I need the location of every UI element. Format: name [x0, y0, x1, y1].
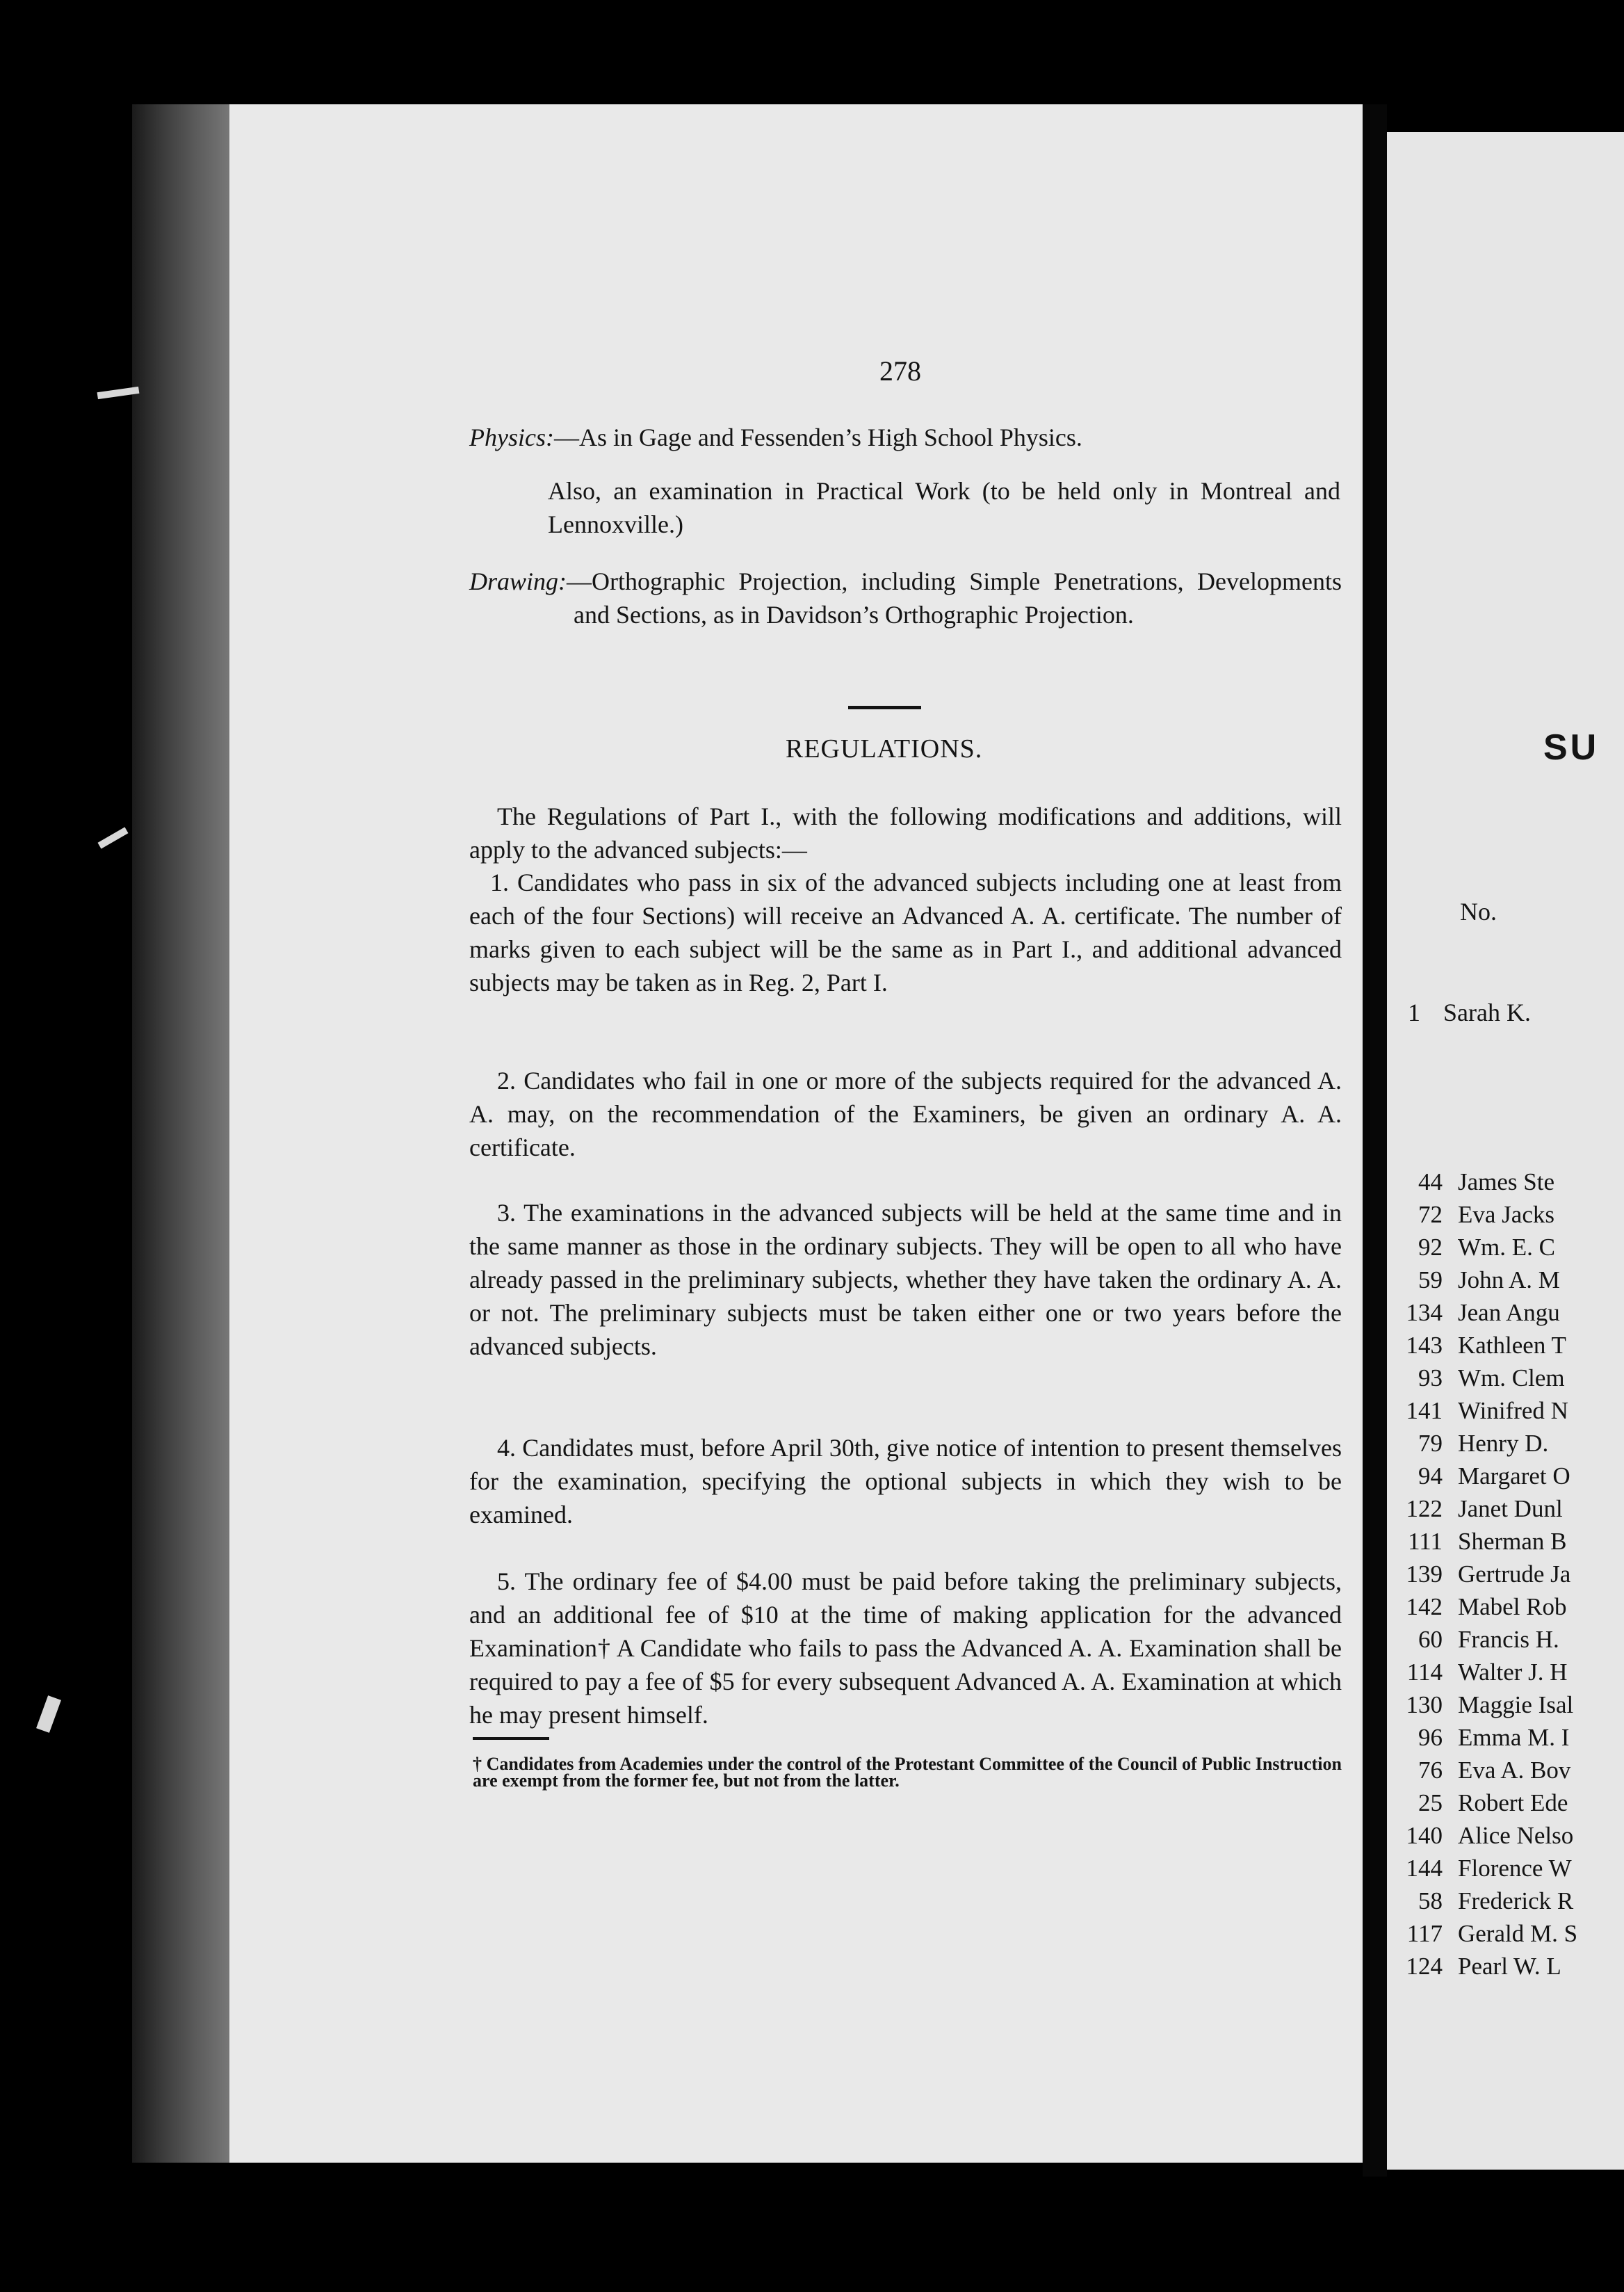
column-header-no: No. [1460, 898, 1497, 926]
list-item [1387, 1855, 1624, 1887]
regulation-5: 5. The ordinary fee of $4.00 must be paid before taking the preliminary subjects, and an additional fee of $10 at the time of making application for the advanced Examination† A Candidate who fails to pass the Advanced A. A. Examination shall be required to pay a fee of $5 for every subsequent Advanced A. A. Examination at which he may present himself. [469, 1567, 1342, 1729]
entry-name: Sarah K. [1443, 999, 1531, 1026]
list-item [1387, 1168, 1624, 1200]
list-item [1387, 1560, 1624, 1592]
list-item [1387, 1659, 1624, 1690]
list-item [1387, 1887, 1624, 1919]
list-item [1387, 1397, 1624, 1429]
entry-number: 144 [1406, 1855, 1443, 1882]
entry-name: Walter J. H [1458, 1659, 1568, 1686]
entry-name: Sherman B [1458, 1528, 1567, 1555]
entry-name: Emma M. I [1458, 1724, 1570, 1751]
entry-number: 124 [1406, 1953, 1443, 1980]
footnote: † Candidates from Academies under the control of the Protestant Committee of the Council of Public Instruction are exempt from the former fee, but not from the latter. [473, 1754, 1342, 1791]
entry-number: 111 [1408, 1528, 1443, 1555]
entry-name: Frederick R [1458, 1887, 1574, 1914]
list-item [1387, 1332, 1624, 1364]
entry-number: 141 [1406, 1397, 1443, 1424]
entry-name: Mabel Rob [1458, 1593, 1567, 1620]
entry-name: James Ste [1458, 1168, 1555, 1195]
physics-label: Physics: [469, 423, 554, 451]
page-gutter [1363, 104, 1387, 2177]
list-item [1387, 1430, 1624, 1462]
entry-name: Eva Jacks [1458, 1201, 1554, 1228]
entry-name: Eva A. Bov [1458, 1757, 1571, 1784]
list-item [1387, 1234, 1624, 1266]
entry-number: 72 [1418, 1201, 1443, 1228]
entry-number: 96 [1418, 1724, 1443, 1751]
entry-number: 114 [1406, 1659, 1443, 1686]
footnote-divider [473, 1737, 549, 1740]
regulation-2: 2. Candidates who fail in one or more of the subjects required for the advanced A. A. may, on the recommendation of the Examiners, be given an ordinary A. A. certificate. [469, 1067, 1342, 1161]
entry-name: Gerald M. S [1458, 1920, 1578, 1947]
entry-name: Winifred N [1458, 1397, 1568, 1424]
right-page-title: SU [1543, 727, 1600, 768]
list-item [1387, 1528, 1624, 1560]
physics-entry [469, 421, 1345, 454]
entry-name: John A. M [1458, 1266, 1560, 1293]
entry-number: 122 [1406, 1495, 1443, 1522]
list-item [1387, 1266, 1624, 1298]
entry-name: Alice Nelso [1458, 1822, 1574, 1849]
list-item [1387, 1593, 1624, 1625]
entry-name: Pearl W. L [1458, 1953, 1561, 1980]
entry-name: Francis H. [1458, 1626, 1559, 1653]
drawing-text: —Orthographic Projection, including Simple Penetrations, Developments and Sections, as in Davidson’s Orthographic Projection. [567, 567, 1342, 629]
list-item [1387, 1364, 1624, 1396]
paper-scrap [98, 827, 129, 848]
entry-number: 92 [1418, 1234, 1443, 1261]
entry-name: Janet Dunl [1458, 1495, 1563, 1522]
entry-number: 60 [1418, 1626, 1443, 1653]
list-item [1387, 1462, 1624, 1494]
drawing-entry [469, 565, 1342, 631]
regulation-1: 1. Candidates who pass in six of the advanced subjects including one at least from each of the four Sections) will receive an Advanced A. A. certificate. The number of marks given to each subject will be the same as in Part I., and additional advanced subjects may be taken as in Reg. 2, Part I. [469, 869, 1342, 996]
entry-number: 94 [1418, 1462, 1443, 1490]
entry-number: 93 [1418, 1364, 1443, 1391]
paper-scrap [36, 1695, 61, 1733]
entry-number: 58 [1418, 1887, 1443, 1914]
entry-name: Florence W [1458, 1855, 1572, 1882]
entry-name: Wm. E. C [1458, 1234, 1555, 1261]
entry-name: Henry D. [1458, 1430, 1549, 1457]
list-item [1387, 1822, 1624, 1854]
entry-number: 130 [1406, 1691, 1443, 1718]
physics-also: Also, an examination in Practical Work (to be held only in Montreal and Lennoxville.) [548, 477, 1340, 538]
entry-number: 1 [1408, 999, 1420, 1026]
list-item [1387, 1724, 1624, 1756]
entry-number: 79 [1418, 1430, 1443, 1457]
list-item [1387, 1691, 1624, 1723]
entry-number: 44 [1418, 1168, 1443, 1195]
entry-number: 143 [1406, 1332, 1443, 1359]
list-item [1387, 1789, 1624, 1821]
entry-number: 117 [1406, 1920, 1443, 1947]
physics-text: —As in Gage and Fessenden’s High School Physics. [553, 423, 1082, 451]
list-item [1387, 1920, 1624, 1952]
book-spine-shadow [132, 104, 236, 2163]
entry-number: 142 [1406, 1593, 1443, 1620]
list-item [1387, 1953, 1624, 1985]
entry-number: 59 [1418, 1266, 1443, 1293]
regulations-intro: The Regulations of Part I., with the following modifications and additions, will apply to the advanced subjects:— [469, 802, 1342, 864]
list-item [1387, 1757, 1624, 1789]
list-item [1387, 1201, 1624, 1233]
regulation-3: 3. The examinations in the advanced subjects will be held at the same time and in the same manner as those in the ordinary subjects. They will be open to all who have already passed in the preliminary subjects, whether they have taken the ordinary A. A. or not. The preliminary subjects must be taken either one or two years before the advanced subjects. [469, 1199, 1342, 1360]
entry-name: Jean Angu [1458, 1299, 1560, 1326]
entry-number: 134 [1406, 1299, 1443, 1326]
drawing-label: Drawing: [469, 567, 567, 595]
entry-name: Kathleen T [1458, 1332, 1566, 1359]
list-item [1387, 1299, 1624, 1331]
entry-number: 140 [1406, 1822, 1443, 1849]
entry-number: 139 [1406, 1560, 1443, 1588]
section-divider [848, 706, 921, 709]
entry-name: Gertrude Ja [1458, 1560, 1571, 1588]
entry-name: Robert Ede [1458, 1789, 1568, 1816]
entry-name: Margaret O [1458, 1462, 1570, 1490]
regulations-heading: REGULATIONS. [786, 734, 983, 764]
entry-name: Wm. Clem [1458, 1364, 1565, 1391]
entry-number: 25 [1418, 1789, 1443, 1816]
regulation-4: 4. Candidates must, before April 30th, give notice of intention to present themselves for the examination, specifying the optional subjects in which they wish to be examined. [469, 1434, 1342, 1528]
entry-number: 76 [1418, 1757, 1443, 1784]
page-number: 278 [879, 355, 921, 387]
list-item [1387, 1495, 1624, 1527]
list-item [1387, 1626, 1624, 1658]
first-entry [1408, 998, 1624, 1027]
entry-name: Maggie Isal [1458, 1691, 1574, 1718]
right-page [1387, 132, 1624, 2170]
